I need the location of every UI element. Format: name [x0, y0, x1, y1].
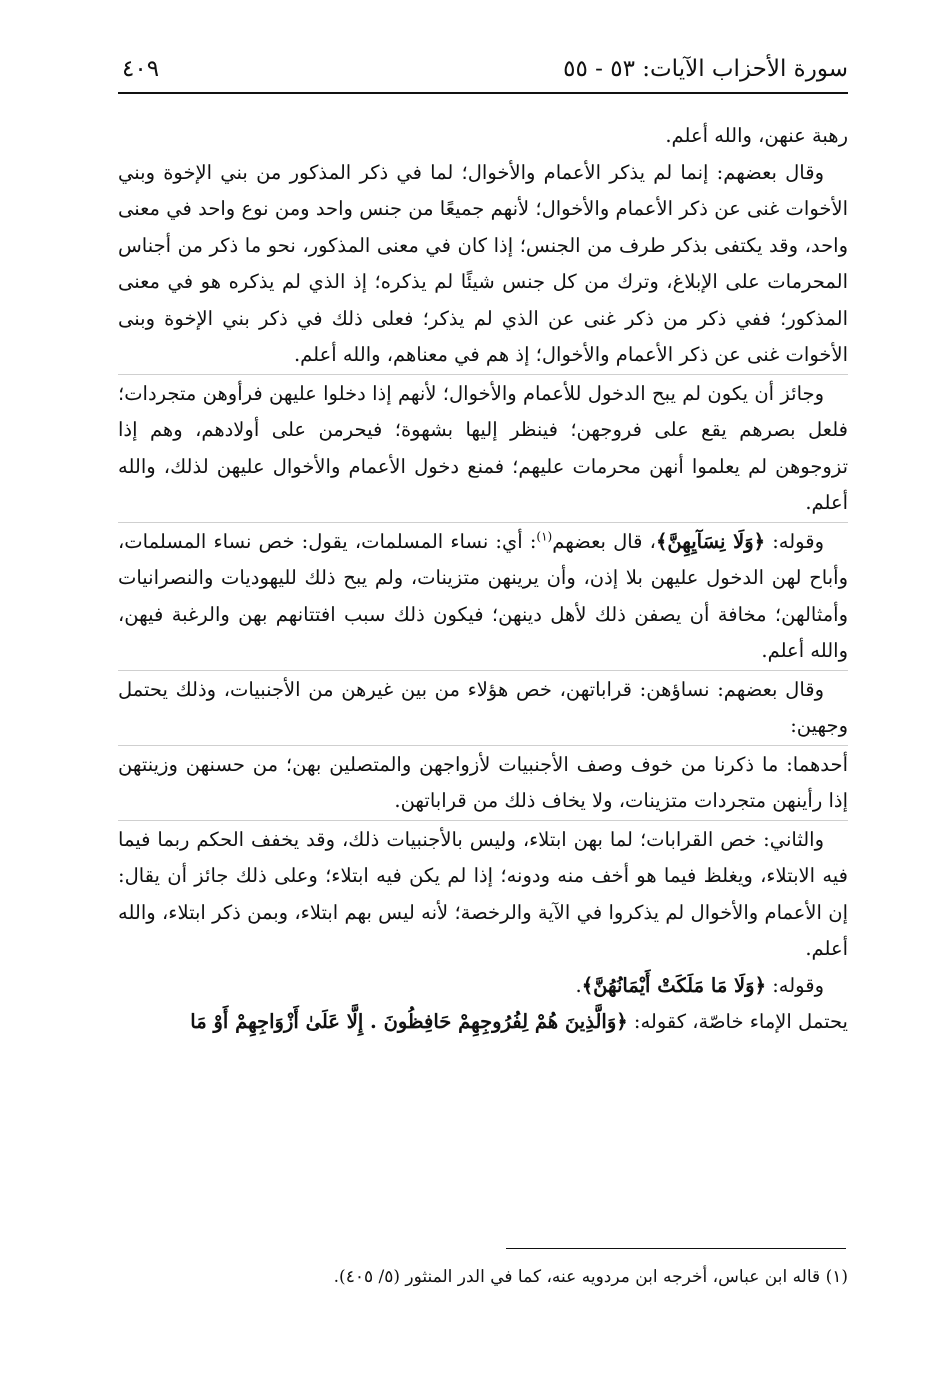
footnote-separator: [506, 1248, 846, 1249]
paragraph-5: وقال بعضهم: نساؤهن: قراباتهن، خص هؤلاء من بين غيرهن من الأجنبيات، وذلك يحتمل وجهين:: [118, 677, 848, 737]
paragraph-9: [118, 1004, 848, 1041]
paragraph-6: أحدهما: ما ذكرنا من خوف وصف الأجنبيات لأزواجهن والمتصلين بهن؛ من حسنهن وزينتهن إذا رأينهن متجردات متزينات، ولا يخاف ذلك من قراباتهن.: [118, 752, 848, 812]
paragraph-1: رهبة عنهن، والله أعلم.: [665, 124, 848, 147]
paragraph-4-lead: وقوله:: [765, 529, 824, 553]
footnote-marker: (١): [536, 529, 553, 543]
paragraph-7: والثاني: خص القرابات؛ لما بهن ابتلاء، وليس بالأجنبيات ذلك، وقد يخفف الحكم ربما فيما فيه الابتلاء، ويغلظ فيما هو أخف منه ودونه؛ إذا لم يكن فيه ابتلاء؛ وعلى ذلك جائز أن يقال: إن الأعمام والأخوال لم يذكروا في الآية والرخصة؛ لأنه ليس بهم ابتلاء، وبمن ذكر ابتلاء، والله أعلم.: [118, 827, 848, 960]
page-number: ٤٠٩: [122, 56, 160, 82]
main-text: [118, 118, 848, 1041]
quran-verse: ﴿وَلَا مَا مَلَكَتْ أَيْمَانُهُنَّ﴾: [581, 973, 767, 997]
paragraph-4-rest: : أي: نساء المسلمات، يقول: خص نساء المسلمات، وأباح لهن الدخول عليهن بلا إذن، وأن يرينهن متزينات، ولم يبح ذلك لليهوديات والنصرانيات وأمثالهن؛ مخافة أن يصفن ذلك لأهل دينهن؛ فيكون ذلك سبب افتتانهم بهن والرغبة فيهن، والله أعلم.: [118, 529, 848, 662]
paragraph-4: [118, 524, 848, 670]
quran-verse: ﴿وَلَا نِسَآيِهِنَّ﴾: [655, 529, 766, 553]
footnote: (١) قاله ابن عباس، أخرجه ابن مردويه عنه، كما في الدر المنثور (٥/ ٤٠٥).: [333, 1267, 848, 1287]
paragraph-3: وجائز أن يكون لم يبح الدخول للأعمام والأخوال؛ لأنهم إذا دخلوا عليهن فرأوهن متجردات؛ فلعل بصرهم يقع على فروجهن؛ فينظر إليها بشهوة؛ فيحرمن على أولادهم، وهم إذا تزوجوهن لم يعلموا أنهن محرمات عليهم؛ فمنع دخول الأعمام والأخوال عليهن لذلك، والله أعلم.: [118, 381, 848, 514]
paragraph-2: وقال بعضهم: إنما لم يذكر الأعمام والأخوال؛ لما في ذكر المذكور من بني الإخوة وبني الأخوات غنى عن ذكر الأعمام والأخوال؛ لأنهم جميعًا من جنس واحد ومن نوع واحد في معنى واحد، وقد يكتفى بذكر طرف من الجنس؛ إذا كان في معنى المذكور، نحو ما ذكر من أجناس المحرمات على الإبلاغ، وترك من كل جنس شيئًا لم يذكره؛ إذ الذي لم يذكره هو في معنى المذكور؛ ففي ذكر من ذكر غنى عن الذي لم يذكر؛ فعلى ذلك في ذكر بني الإخوة وبنى الأخوات غنى عن ذكر الأعمام والأخوال؛ إذ هم في معناهم، والله أعلم.: [118, 160, 848, 366]
paragraph-4-mid: ، قال بعضهم: [552, 529, 656, 553]
quran-verse: ﴿وَالَّذِينَ هُمْ لِفُرُوجِهِمْ حَافِظُونَ . إِلَّا عَلَىٰ أَزْوَاجِهِمْ أَوْ مَا: [190, 1010, 628, 1033]
page-header: [118, 50, 848, 94]
paragraph-8-end: .: [575, 973, 582, 997]
paragraph-8-lead: وقوله:: [766, 973, 824, 997]
running-title: سورة الأحزاب الآيات: ٥٣ - ٥٥: [563, 56, 848, 82]
paragraph-9-lead: يحتمل الإماء خاصّة، كقوله:: [627, 1010, 848, 1033]
paragraph-8: [118, 968, 848, 1005]
